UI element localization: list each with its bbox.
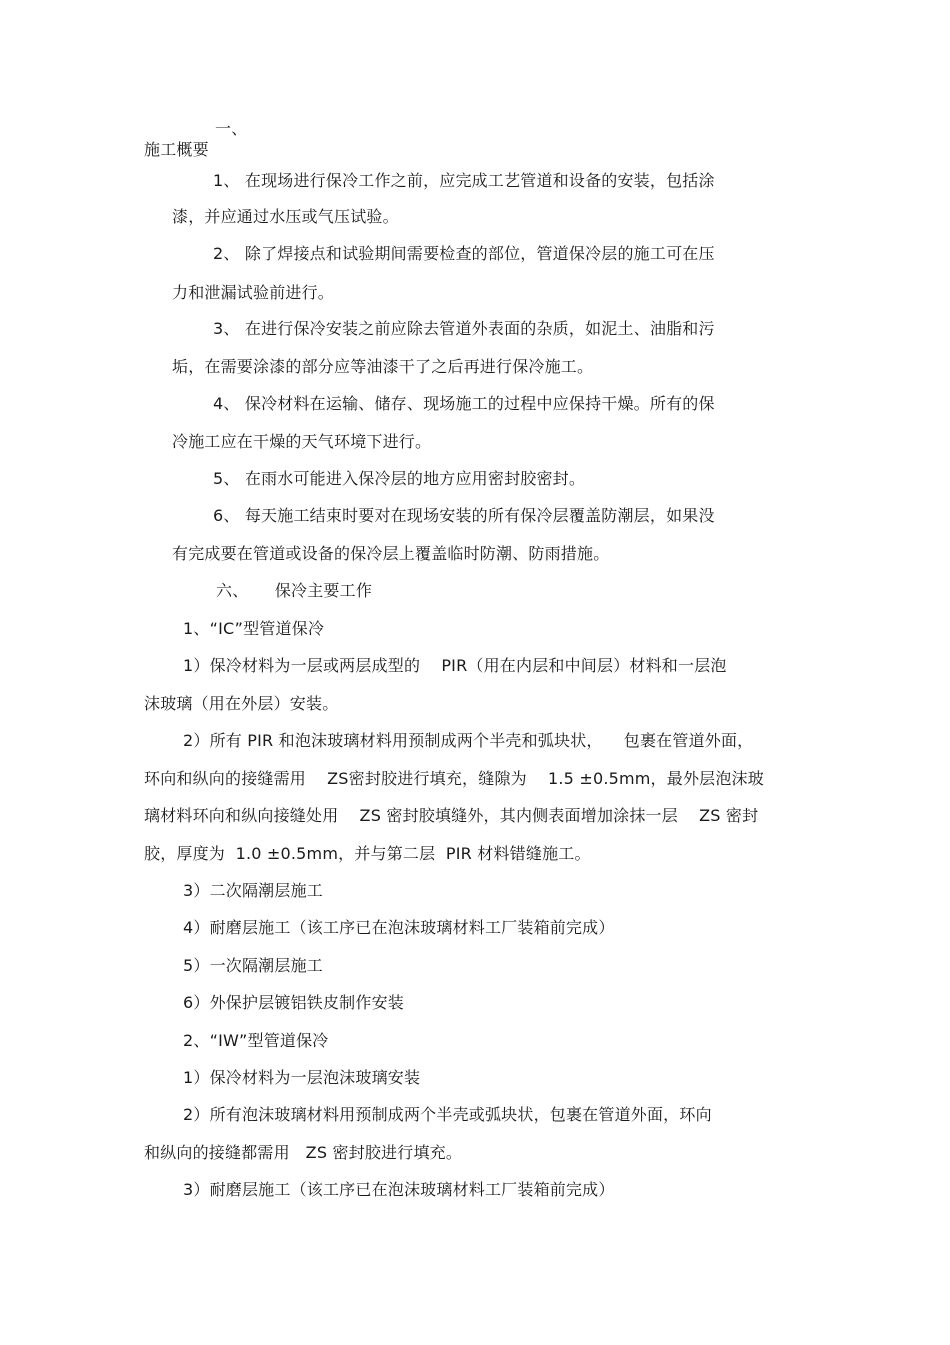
paragraph-line: 2、 除了焊接点和试验期间需要检查的部位，管道保冷层的施工可在压: [213, 244, 715, 263]
list-item: 4）耐磨层施工（该工序已在泡沫玻璃材料工厂装箱前完成）: [183, 918, 615, 937]
paragraph-line: 1）保冷材料为一层或两层成型的 PIR（用在内层和中间层）材料和一层泡: [183, 656, 727, 675]
subsection-title: 1、“IC”型管道保冷: [183, 619, 325, 638]
section-number: 一、: [215, 119, 248, 138]
paragraph-line: 璃材料环向和纵向接缝处用 ZS 密封胶填缝外，其内侧表面增加涂抹一层 ZS 密封: [144, 806, 759, 825]
paragraph-line: 5、 在雨水可能进入保冷层的地方应用密封胶密封。: [213, 469, 586, 488]
list-item: 3）耐磨层施工（该工序已在泡沫玻璃材料工厂装箱前完成）: [183, 1180, 615, 1199]
paragraph-line: 有完成要在管道或设备的保冷层上覆盖临时防潮、防雨措施。: [172, 544, 610, 563]
paragraph-line: 垢，在需要涂漆的部分应等油漆干了之后再进行保冷施工。: [172, 357, 594, 376]
list-item: 1）保冷材料为一层泡沫玻璃安装: [183, 1068, 421, 1087]
paragraph-line: 漆，并应通过水压或气压试验。: [172, 207, 399, 226]
list-item: 5）一次隔潮层施工: [183, 956, 323, 975]
paragraph-line: 冷施工应在干燥的天气环境下进行。: [172, 432, 432, 451]
paragraph-line: 和纵向的接缝都需用 ZS 密封胶进行填充。: [144, 1143, 463, 1162]
section-title: 施工概要: [144, 140, 209, 159]
subsection-title: 2、“IW”型管道保冷: [183, 1031, 329, 1050]
paragraph-line: 胶，厚度为 1.0 ±0.5mm，并与第二层 PIR 材料错缝施工。: [144, 844, 591, 863]
list-item: 6）外保护层镀铝铁皮制作安装: [183, 993, 404, 1012]
paragraph-line: 力和泄漏试验前进行。: [172, 283, 335, 302]
list-item: 3）二次隔潮层施工: [183, 881, 323, 900]
paragraph-line: 2）所有泡沫玻璃材料用预制成两个半壳或弧块状，包裹在管道外面，环向: [183, 1105, 712, 1124]
paragraph-line: 3、 在进行保冷安装之前应除去管道外表面的杂质，如泥土、油脂和污: [213, 319, 715, 338]
paragraph-line: 环向和纵向的接缝需用 ZS密封胶进行填充，缝隙为 1.5 ±0.5mm，最外层泡沫玻: [144, 769, 764, 788]
paragraph-line: 沫玻璃（用在外层）安装。: [144, 694, 339, 713]
paragraph-line: 1、 在现场进行保冷工作之前，应完成工艺管道和设备的安装，包括涂: [213, 171, 715, 190]
section-heading: 六、 保冷主要工作: [216, 581, 373, 600]
paragraph-line: 6、 每天施工结束时要对在现场安装的所有保冷层覆盖防潮层，如果没: [213, 506, 715, 525]
paragraph-line: 2）所有 PIR 和泡沫玻璃材料用预制成两个半壳和弧块状， 包裹在管道外面，: [183, 731, 754, 750]
paragraph-line: 4、 保冷材料在运输、储存、现场施工的过程中应保持干燥。所有的保: [213, 394, 715, 413]
